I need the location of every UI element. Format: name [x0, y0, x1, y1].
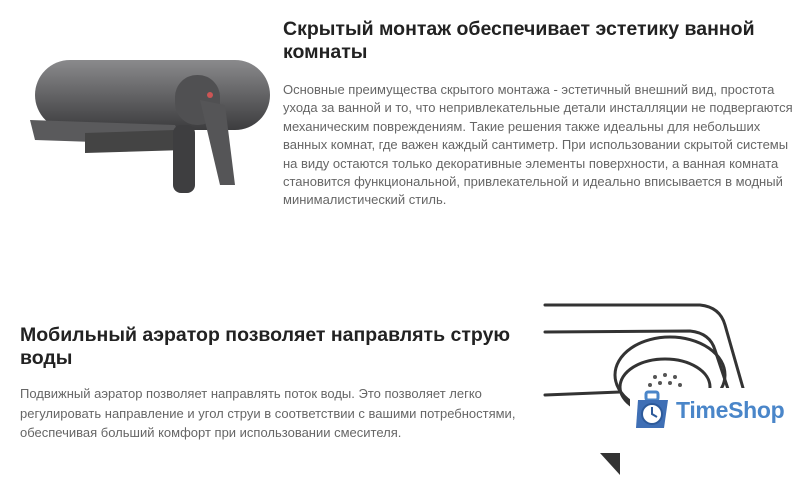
timeshop-watermark: [630, 388, 788, 432]
faucet-image: [25, 55, 275, 195]
timeshop-logo-text: TimeShop: [676, 396, 785, 423]
section-title-mobile-aerator: Мобильный аэратор позволяет направлять струю воды: [20, 324, 511, 369]
section-title-concealed-installation: Скрытый монтаж обеспечивает эстетику ванной комнаты: [283, 18, 755, 63]
section-text-mobile-aerator: Подвижный аэратор позволяет направлять поток воды. Это позволяет легко регулировать направление и угол струи в соответствии с вашими потребностями, обеспечивая больший комфорт при использовании смесителя.: [20, 386, 516, 440]
timeshop-logo-icon: [634, 390, 672, 430]
section-text-concealed-installation: Основные преимущества скрытого монтажа - эстетичный внешний вид, простота ухода за ванной и то, что непривлекательные детали инсталляции не подвергаются механическим повреждениям. Такие решения также идеальны для небольших ванных комнат, где важен каждый сантиметр. При использовании скрытой системы на виду остаются только декоративные элементы поверхности, а ванная комната становится функциональной, привлекательной и идеально вписывается в модный минималистический стиль.: [283, 82, 793, 208]
